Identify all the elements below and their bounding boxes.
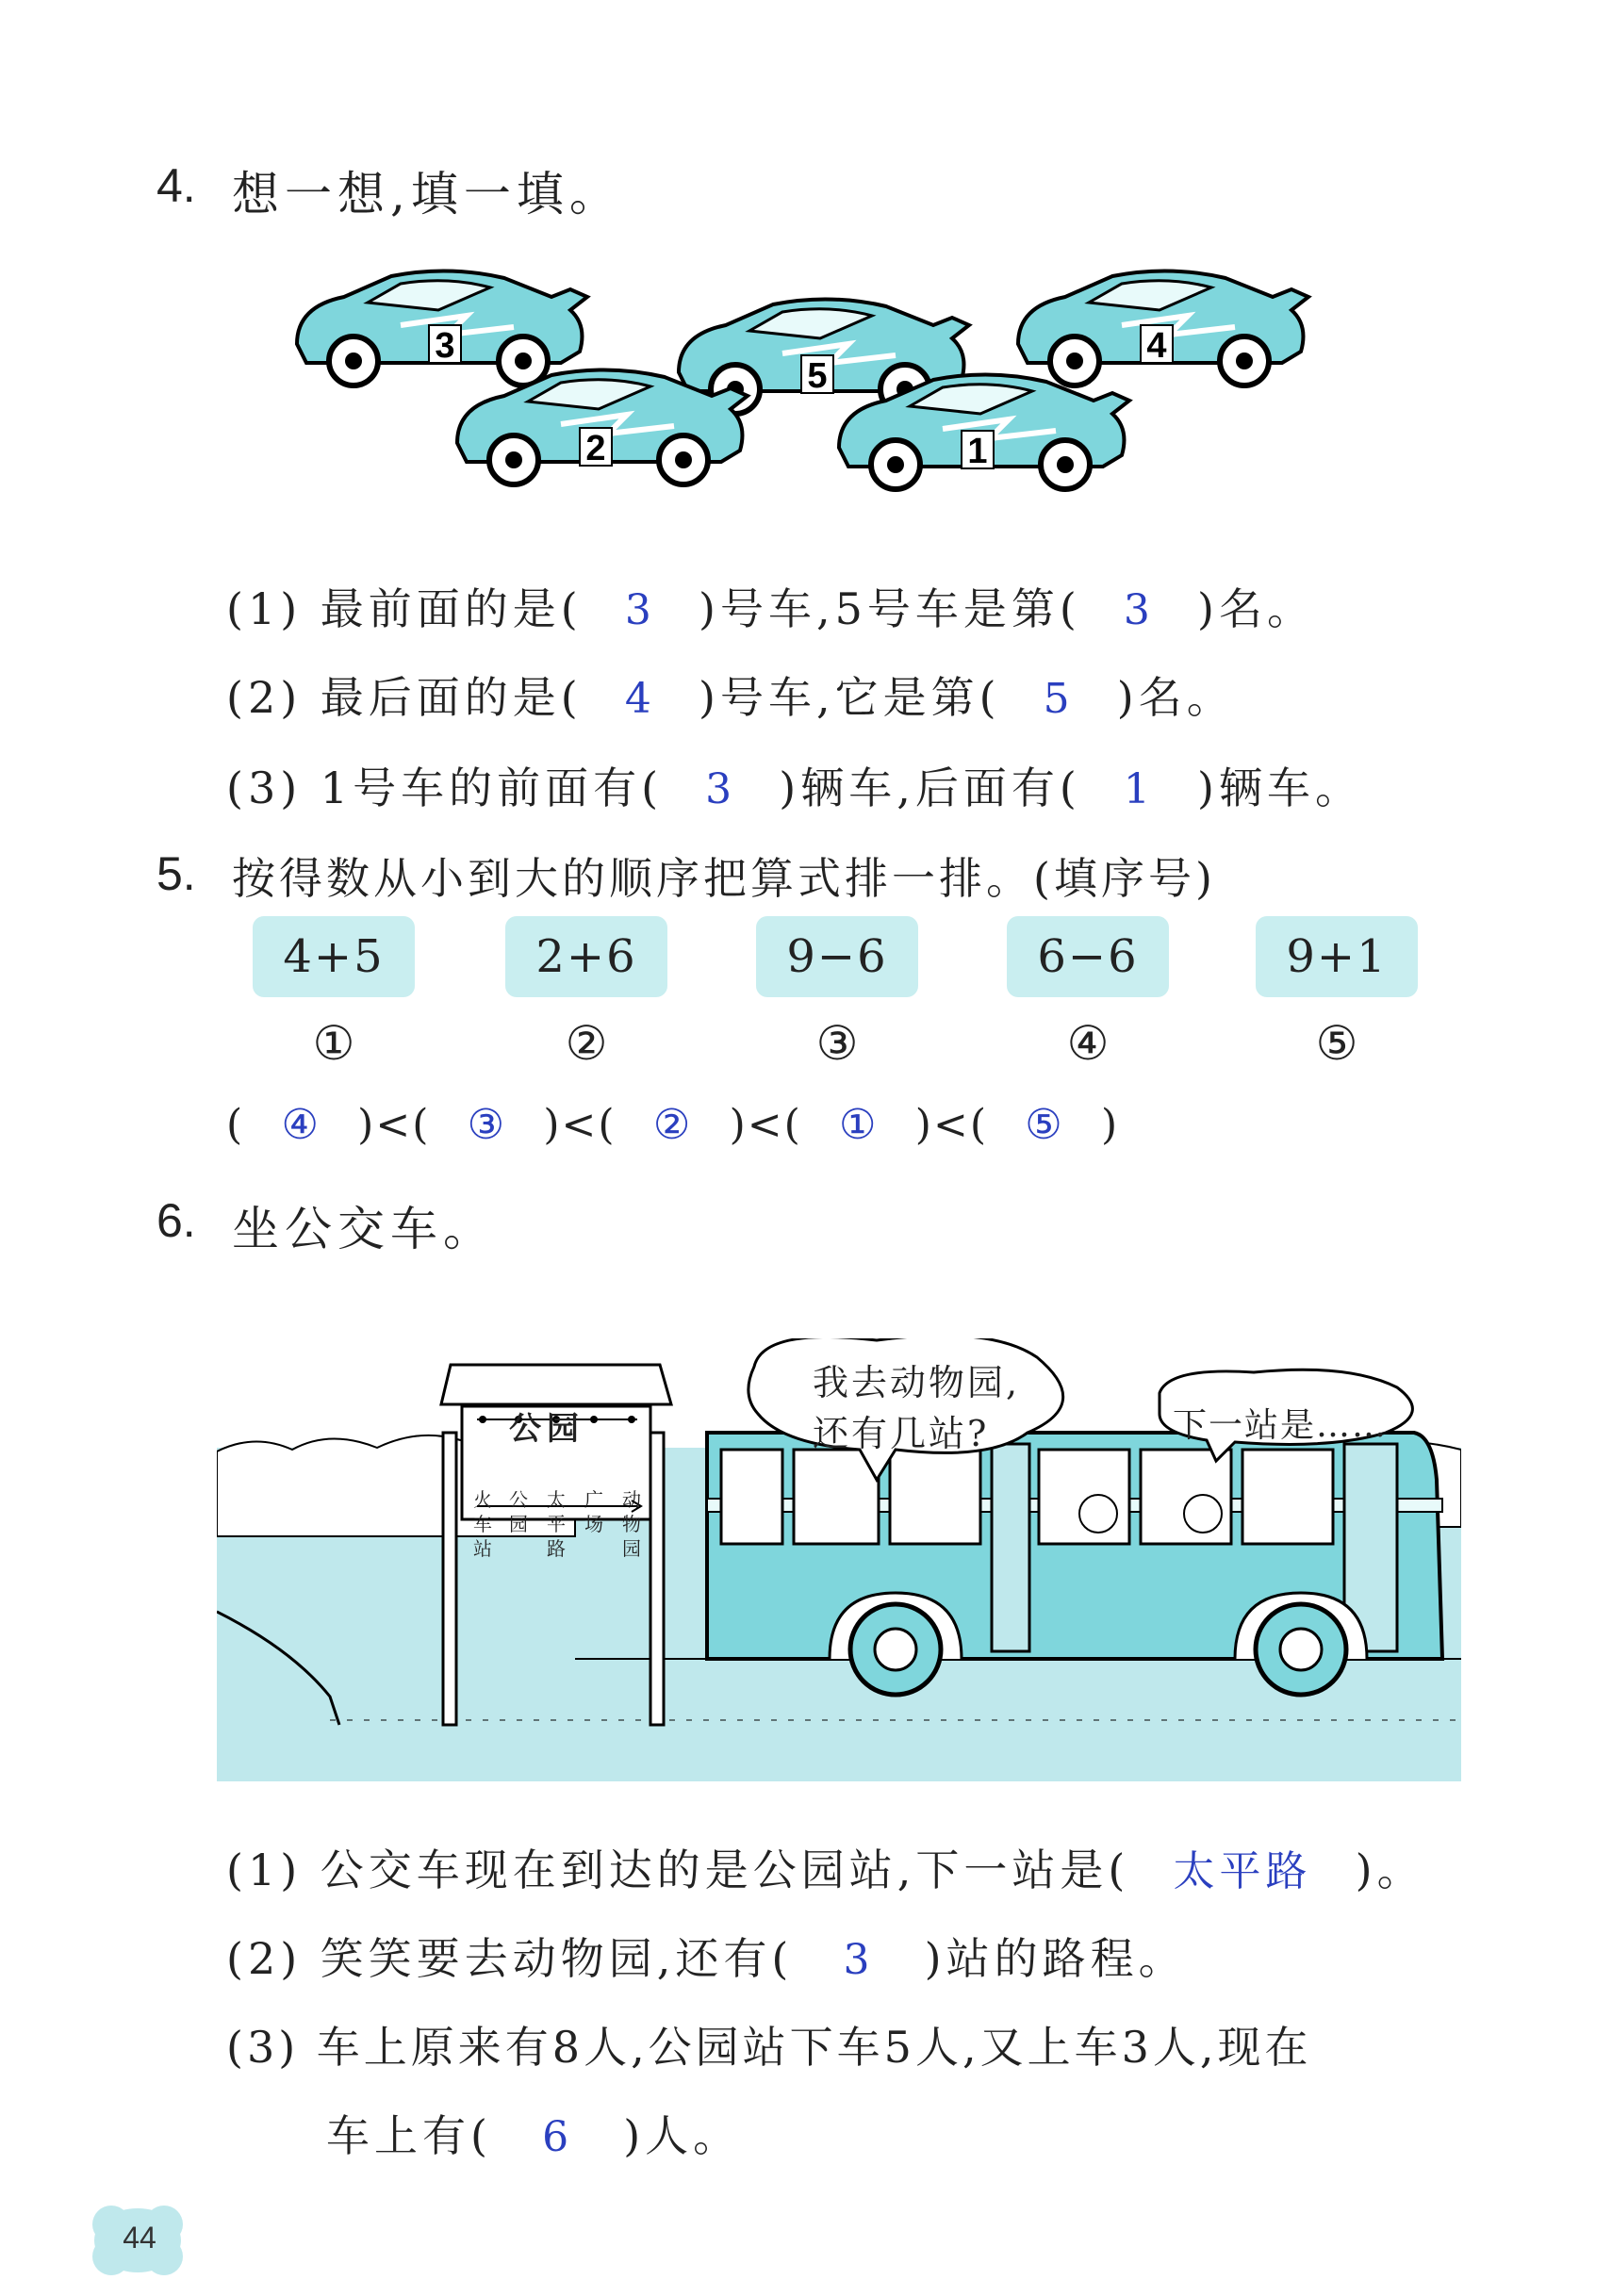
car-1-number: 1 <box>967 432 988 471</box>
answer: 4 <box>624 675 656 723</box>
item-label: (3) <box>226 2022 300 2073</box>
marker-4: ④ <box>1066 1016 1110 1071</box>
stop-char: 广 <box>584 1488 603 1511</box>
less-than: )<( <box>543 1101 617 1149</box>
item-text: 公交车现在到达的是公园站,下一站是( <box>320 1845 1130 1895</box>
item-label: (2) <box>226 672 303 723</box>
order-answer-5: ⑤ <box>1025 1101 1064 1149</box>
car-3-number: 3 <box>435 326 455 366</box>
q4-item-2 <box>226 664 1235 726</box>
answer: 3 <box>1123 586 1155 634</box>
sign-title: 公园 <box>509 1410 584 1448</box>
stop-char: 场 <box>584 1513 603 1535</box>
item-text: )名。 <box>1197 583 1315 634</box>
marker-1: ① <box>312 1016 355 1071</box>
speech-bubble-girl <box>813 1357 1020 1459</box>
page-number: 44 <box>123 2221 156 2255</box>
race-cars-illustration <box>273 254 1367 537</box>
item-text: 笑笑要去动物园,还有( <box>320 1933 794 1984</box>
stop-char: 太 <box>547 1488 566 1511</box>
car-4-number: 4 <box>1146 326 1167 366</box>
answer: 太平路 <box>1173 1847 1312 1895</box>
stop-char: 园 <box>509 1513 528 1535</box>
answer: 3 <box>705 765 737 813</box>
answer: 3 <box>843 1936 875 1984</box>
answer: 6 <box>542 2113 574 2161</box>
item-text: )。 <box>1355 1845 1425 1895</box>
item-text: 车上原来有8人,公园站下车5人,又上车3人,现在 <box>316 2022 1312 2073</box>
q6-item-2 <box>226 1925 1187 1987</box>
less-than: )<( <box>357 1101 431 1149</box>
car-2-number: 2 <box>585 429 606 468</box>
order-answer-4: ① <box>839 1101 879 1149</box>
stop-char: 车 <box>473 1513 492 1535</box>
speech-bubble-boy: 下一站是…… <box>1173 1406 1389 1445</box>
expression-box-4: 6−6 <box>1007 916 1169 997</box>
stop-char: 站 <box>473 1537 492 1560</box>
expression-box-5: 9+1 <box>1256 916 1418 997</box>
marker-2: ② <box>565 1016 608 1071</box>
stop-char: 路 <box>547 1537 566 1560</box>
q6-item-1 <box>226 1836 1425 1898</box>
less-than: )<( <box>914 1101 988 1149</box>
item-text: )人。 <box>623 2110 742 2161</box>
item-text: )站的路程。 <box>924 1933 1187 1984</box>
stop-2 <box>509 1487 532 1536</box>
question-6-title: 坐公交车。 <box>232 1202 496 1256</box>
item-label: (3) <box>226 763 303 813</box>
expression-box-3: 9−6 <box>756 916 918 997</box>
item-label: (2) <box>226 1933 303 1984</box>
expression-box-2: 2+6 <box>505 916 667 997</box>
item-text: )辆车,后面有( <box>779 763 1081 813</box>
order-answer-2: ③ <box>467 1101 507 1149</box>
marker-3: ③ <box>815 1016 859 1071</box>
item-text: 最后面的是( <box>320 672 583 723</box>
speech-line: 还有几站? <box>813 1413 990 1454</box>
car-4 <box>1018 271 1308 385</box>
answer: 1 <box>1123 765 1155 813</box>
item-text: 1号车的前面有( <box>320 763 664 813</box>
question-4-number: 4. <box>156 159 196 212</box>
question-4-title: 想一想,填一填。 <box>232 167 622 221</box>
paren-close: ) <box>1100 1101 1120 1149</box>
q6-item-3-continued <box>326 2102 741 2164</box>
less-than: )<( <box>729 1101 802 1149</box>
stop-4 <box>584 1487 607 1536</box>
item-text: )辆车。 <box>1197 763 1363 813</box>
stop-char: 公 <box>509 1488 528 1511</box>
question-5-title: 按得数从小到大的顺序把算式排一排。(填序号) <box>232 853 1216 904</box>
stop-char: 物 <box>622 1513 641 1535</box>
q6-item-3 <box>226 2013 1311 2075</box>
q4-item-3 <box>226 754 1363 816</box>
question-5-number: 5. <box>156 847 196 900</box>
stop-3 <box>547 1487 569 1561</box>
order-answer-3: ② <box>652 1101 693 1149</box>
marker-5: ⑤ <box>1315 1016 1358 1071</box>
speech-line: 我去动物园, <box>813 1362 1021 1403</box>
paren-open: ( <box>226 1101 245 1149</box>
car-3 <box>297 271 587 385</box>
expression-box-1: 4+5 <box>253 916 415 997</box>
stop-char: 平 <box>547 1513 566 1535</box>
item-label: (1) <box>226 1845 303 1895</box>
q4-item-1 <box>226 575 1315 637</box>
item-text: )号车,5号车是第( <box>699 583 1081 634</box>
item-text: )号车,它是第( <box>699 672 1001 723</box>
answer: 5 <box>1043 675 1075 723</box>
question-6-number: 6. <box>156 1194 196 1247</box>
order-answer-line <box>226 1101 1119 1149</box>
car-5-number: 5 <box>807 356 828 396</box>
answer: 3 <box>624 586 656 634</box>
order-answer-1: ④ <box>281 1101 321 1149</box>
item-text: )名。 <box>1116 672 1235 723</box>
item-text: 最前面的是( <box>320 583 583 634</box>
item-label: (1) <box>226 583 303 634</box>
stop-1 <box>473 1487 496 1561</box>
stop-char: 园 <box>622 1537 641 1560</box>
item-text: 车上有( <box>326 2110 492 2161</box>
stop-char: 火 <box>473 1488 492 1511</box>
stop-5 <box>622 1487 645 1561</box>
stop-char: 动 <box>622 1488 641 1511</box>
